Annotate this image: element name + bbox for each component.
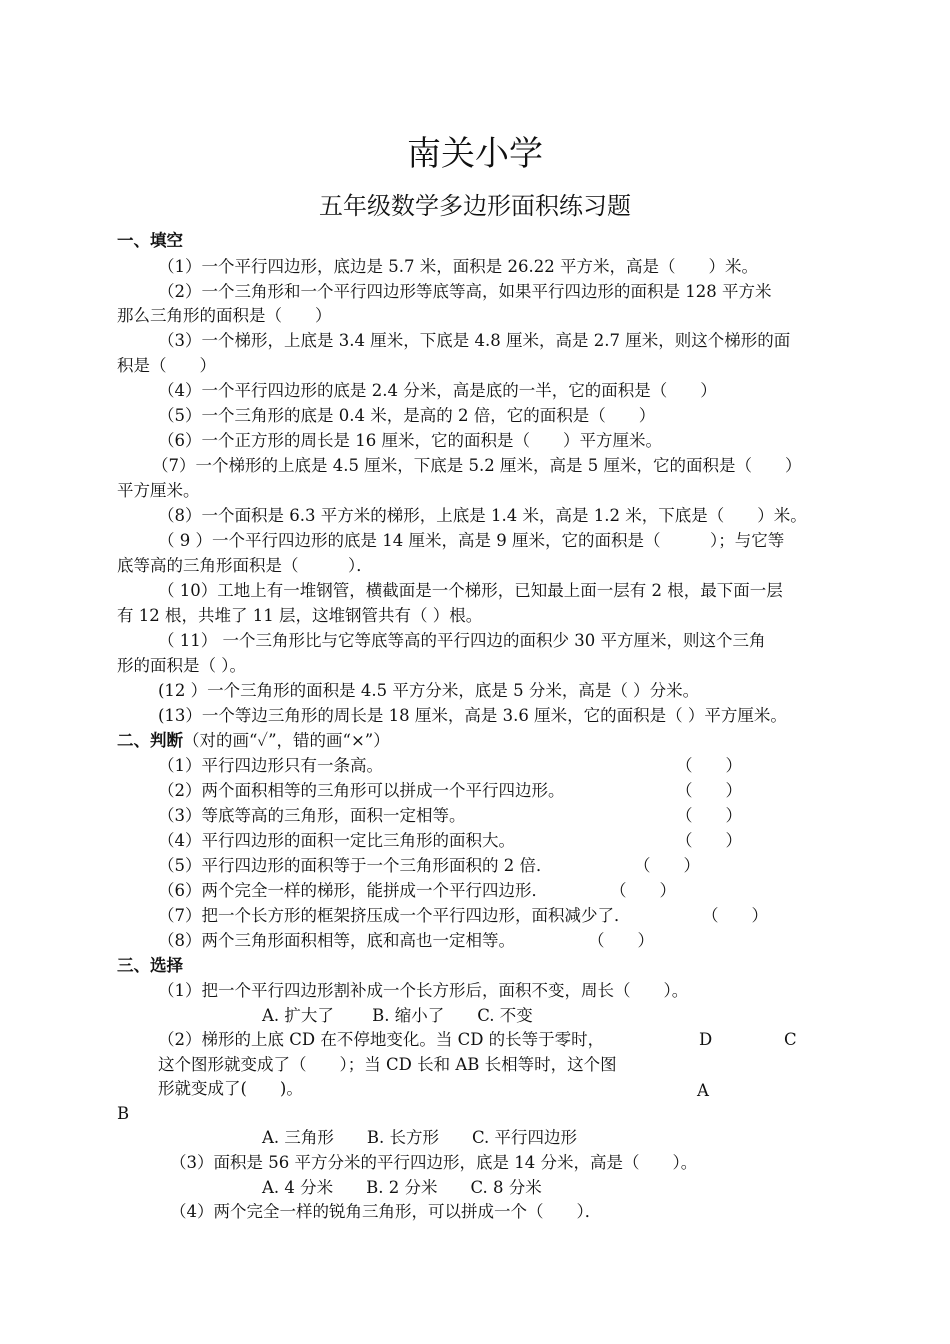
judge-item: （6）两个完全一样的梯形，能拼成一个平行四边形．	[158, 881, 548, 900]
fill-question-line: （2）一个三角形和一个平行四边形等底等高，如果平行四边形的面积是 128 平方米	[158, 282, 772, 301]
figure-label-d: D	[699, 1030, 713, 1049]
fill-question-line: （7）一个梯形的上底是 4.5 厘米，下底是 5.2 厘米，高是 5 厘米，它的面积是（ ）	[152, 456, 802, 475]
answer-paren: （ ）	[676, 781, 742, 800]
fill-question-line: 平方厘米。	[117, 481, 200, 500]
choice-question: （1）把一个平行四边形割补成一个长方形后，面积不变，周长（ ）。	[158, 981, 689, 1000]
page-title: 南关小学	[407, 134, 543, 174]
fill-question-line: 那么三角形的面积是（ ）	[117, 306, 332, 325]
judge-item: （2）两个面积相等的三角形可以拼成一个平行四边形。	[158, 781, 565, 800]
fill-question-line: （ 10）工地上有一堆钢管，横截面是一个梯形，已知最上面一层有 2 根，最下面一层	[158, 581, 783, 600]
judge-item: （7）把一个长方形的框架挤压成一个平行四边形，面积减少了．	[158, 906, 631, 925]
choice-options: A. 4 分米 B. 2 分米 C. 8 分米	[262, 1178, 542, 1197]
section-heading-choice: 三、选择	[117, 956, 183, 975]
answer-paren: （ ）	[588, 931, 654, 950]
choice-question: （2）梯形的上底 CD 在不停地变化。当 CD 的长等于零时，	[158, 1030, 605, 1049]
choice-question: 形就变成了( )。	[158, 1079, 303, 1098]
page-subtitle: 五年级数学多边形面积练习题	[319, 192, 631, 220]
fill-question-line: （4）一个平行四边形的底是 2.4 分米，高是底的一半，它的面积是（ ）	[158, 381, 717, 400]
fill-question-line: 形的面积是（ ）。	[117, 656, 246, 675]
fill-question-line: （6）一个正方形的周长是 16 厘米，它的面积是（ ）平方厘米。	[158, 431, 662, 450]
answer-paren: （ ）	[634, 856, 700, 875]
figure-label-b: B	[117, 1104, 130, 1123]
judge-item: （5）平行四边形的面积等于一个三角形面积的 2 倍．	[158, 856, 553, 875]
choice-options: A. 扩大了 B. 缩小了 C. 不变	[262, 1006, 533, 1025]
answer-paren: （ ）	[610, 881, 676, 900]
fill-question-line: （8）一个面积是 6.3 平方米的梯形，上底是 1.4 米，高是 1.2 米，下底是（ ）米。	[158, 506, 807, 525]
fill-question-line: (12 ）一个三角形的面积是 4.5 平方分米，底是 5 分米，高是（ ）分米。	[158, 681, 700, 700]
judge-item: （1）平行四边形只有一条高。	[158, 756, 383, 775]
choice-question: （4）两个完全一样的锐角三角形，可以拼成一个（ ）．	[170, 1202, 602, 1221]
choice-options: A. 三角形 B. 长方形 C. 平行四边形	[262, 1128, 578, 1147]
choice-question: 这个图形就变成了（ ）；当 CD 长和 AB 长相等时，这个图	[158, 1055, 617, 1074]
choice-question: （3）面积是 56 平方分米的平行四边形，底是 14 分米，高是（ ）。	[170, 1153, 698, 1172]
judge-item: （3）等底等高的三角形，面积一定相等。	[158, 806, 466, 825]
section-heading-true-false: 二、判断	[117, 731, 183, 750]
answer-paren: （ ）	[676, 831, 742, 850]
fill-question-line: 积是（ ）	[117, 356, 216, 375]
judge-item: （8）两个三角形面积相等，底和高也一定相等。	[158, 931, 515, 950]
fill-question-line: （5）一个三角形的底是 0.4 米，是高的 2 倍，它的面积是（ ）	[158, 406, 656, 425]
section-heading-true-false-row	[117, 730, 390, 752]
fill-question-line: 有 12 根，共堆了 11 层，这堆钢管共有（ ）根。	[117, 606, 483, 625]
fill-question-line: （1）一个平行四边形，底边是 5.7 米，面积是 26.22 平方米，高是（ ）米。	[158, 257, 758, 276]
fill-question-line: 底等高的三角形面积是（ ）．	[117, 556, 373, 575]
fill-question-line: (13）一个等边三角形的周长是 18 厘米，高是 3.6 厘米，它的面积是（ ）平方厘米。	[158, 706, 787, 725]
figure-label-c: C	[784, 1030, 797, 1049]
answer-paren: （ ）	[676, 756, 742, 775]
answer-paren: （ ）	[702, 906, 768, 925]
section-heading-fill-blank: 一、填空	[117, 231, 183, 250]
fill-question-line: （ 9 ）一个平行四边形的底是 14 厘米，高是 9 厘米，它的面积是（ ）；与它等	[158, 531, 785, 550]
section-note: （对的画“✓”，错的画“×”）	[183, 731, 390, 750]
figure-label-a: A	[697, 1081, 709, 1100]
fill-question-line: （ 11） 一个三角形比与它等底等高的平行四边的面积少 30 平方厘米，则这个三角	[158, 631, 766, 650]
fill-question-line: （3）一个梯形，上底是 3.4 厘米，下底是 4.8 厘米，高是 2.7 厘米，则这个梯形的面	[158, 331, 791, 350]
judge-item: （4）平行四边形的面积一定比三角形的面积大。	[158, 831, 515, 850]
answer-paren: （ ）	[676, 806, 742, 825]
